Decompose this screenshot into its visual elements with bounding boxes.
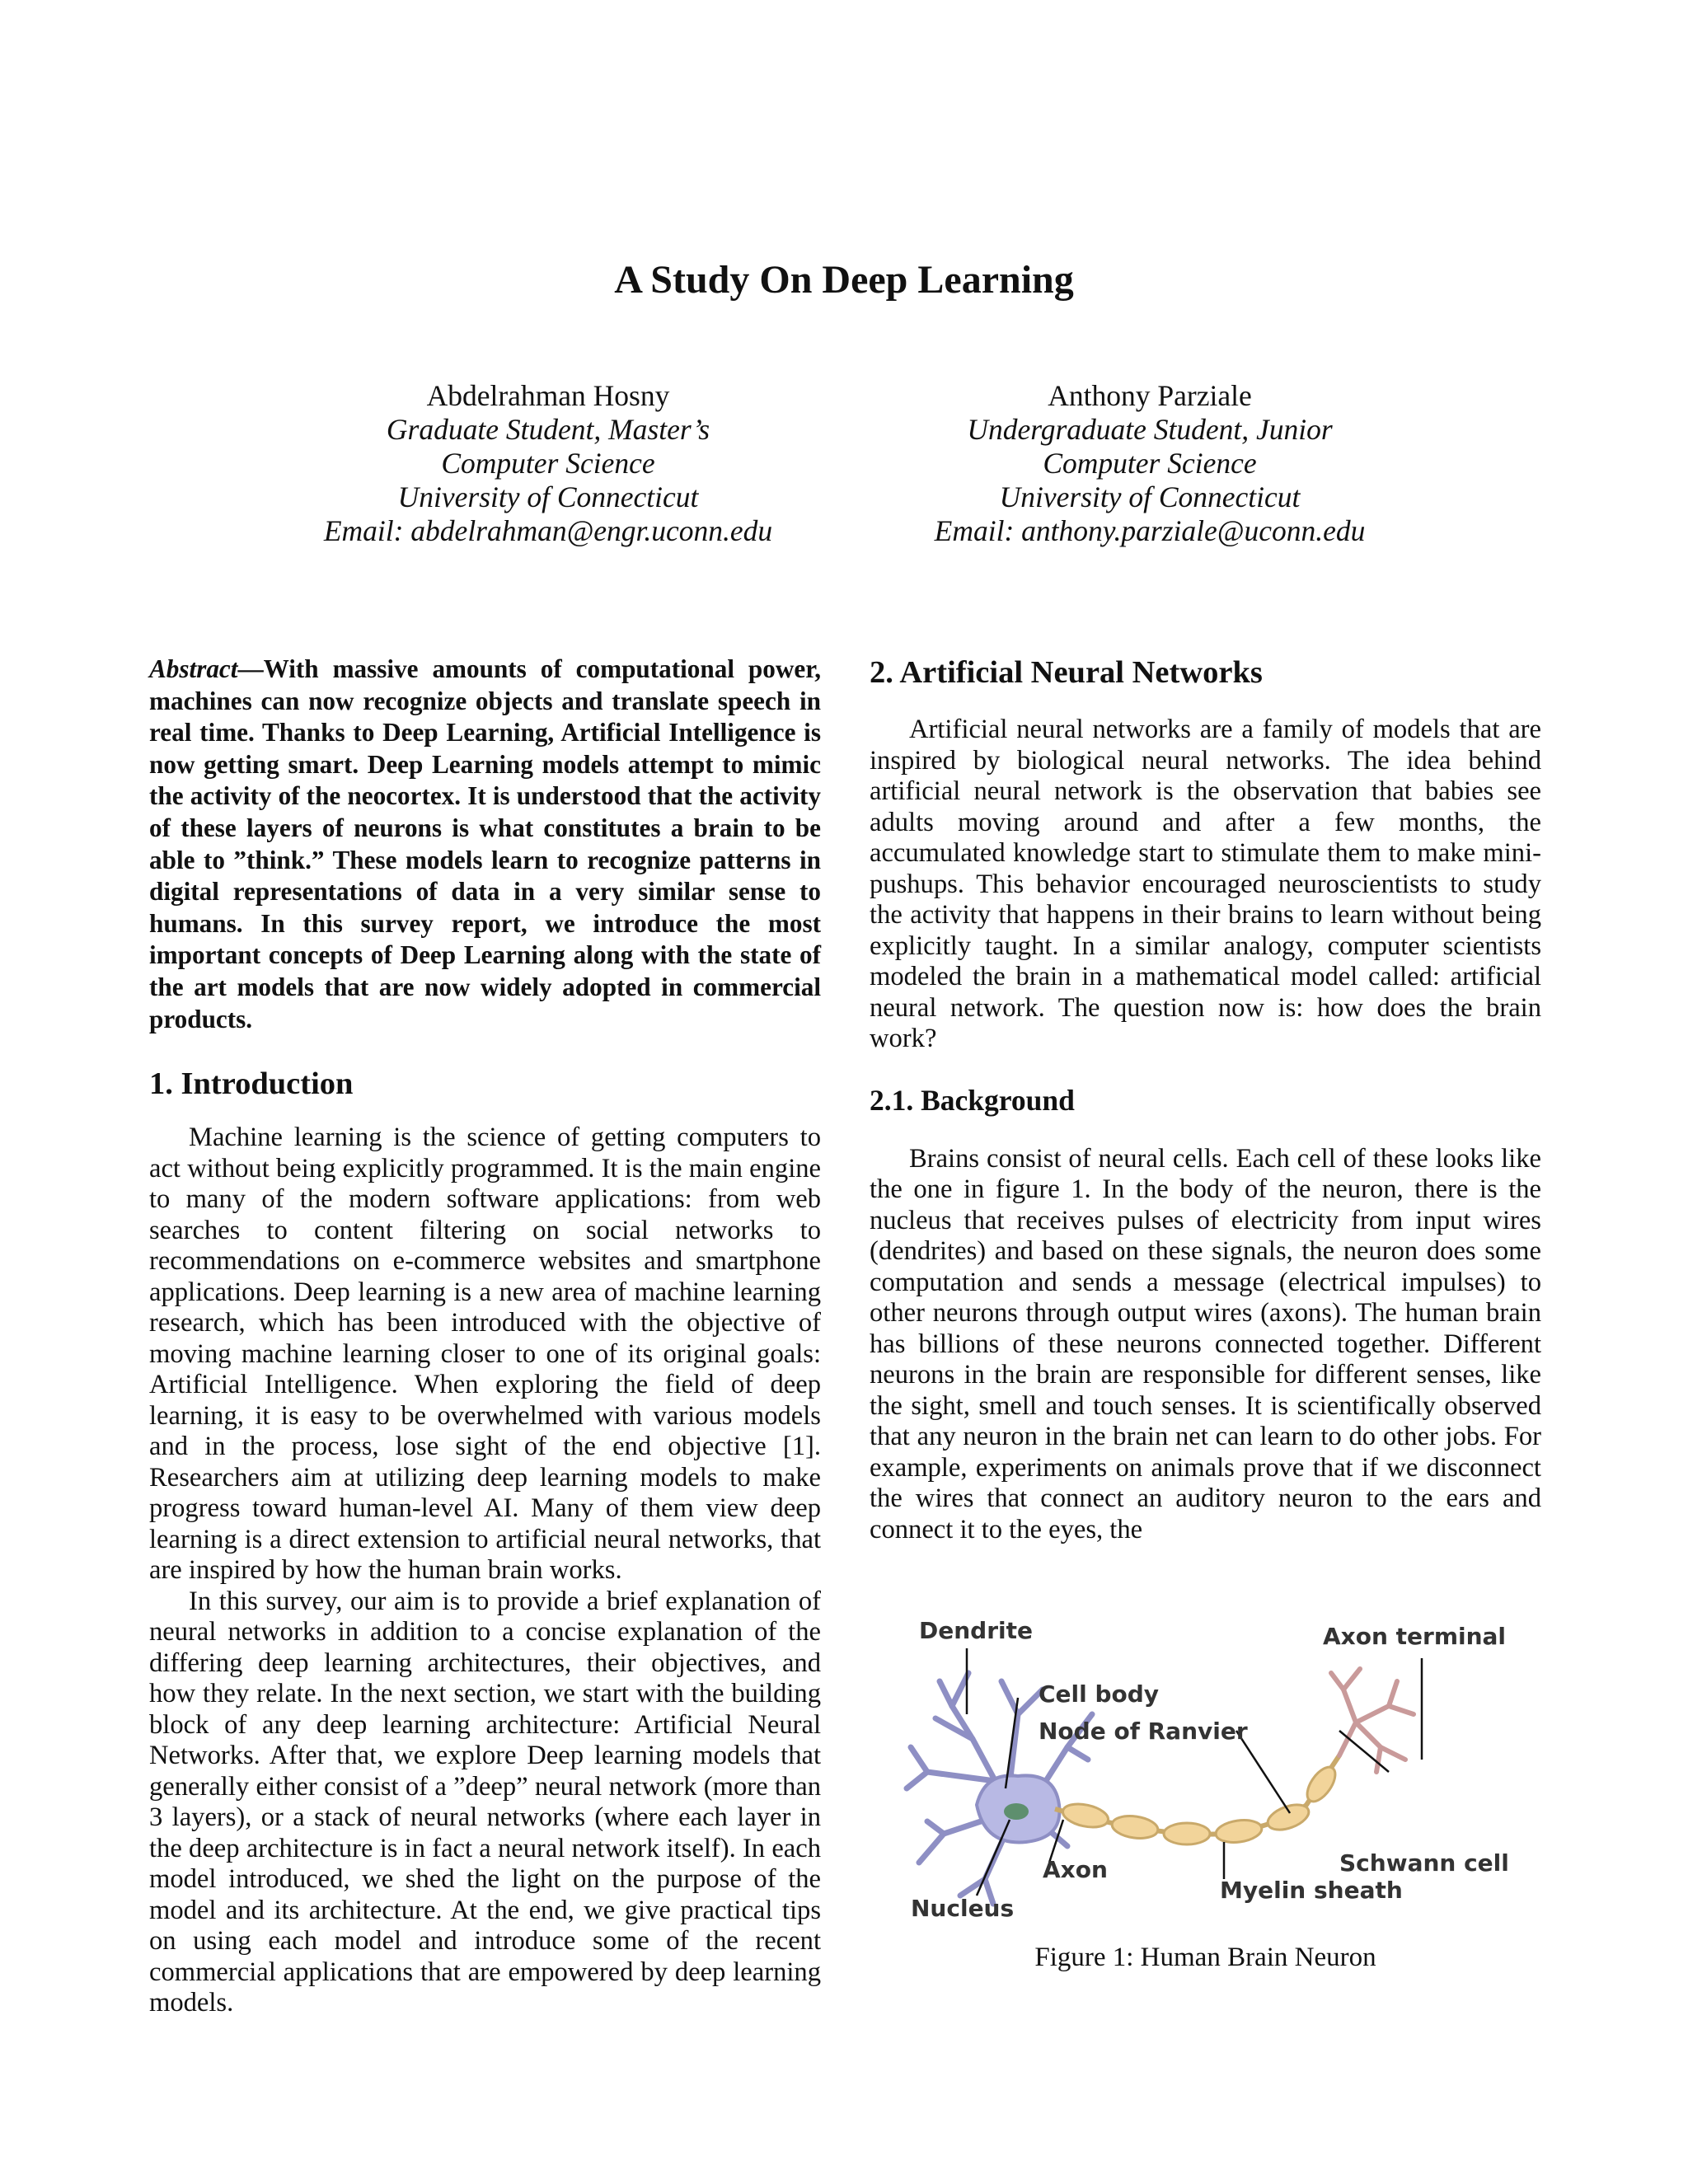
ann-paragraph: Artificial neural networks are a family of models that are inspired by biological neural networks. The idea behind artificial neural network is the observation that babies see adults moving around and after a few months, the accumulated knowledge start to stimulate them to make mini-pushups. This behavior encouraged neuroscientists to study the activity that happens in their brains to learn without being explicitly taught. In a similar analogy, computer scientists modeled the brain in a mathematical model called: artificial neural network. The question now is: how does the brain work?	[870, 715, 1541, 1053]
author-position: Undergraduate Student, Junior	[967, 413, 1333, 446]
nucleus-shape	[1004, 1803, 1029, 1820]
neuron-figure	[894, 1615, 1521, 1929]
label-myelin-sheath: Myelin sheath	[1220, 1877, 1403, 1904]
paper-title: A Study On Deep Learning	[614, 258, 1074, 302]
intro-paragraph-2: In this survey, our aim is to provide a brief explanation of neural networks in addition to a concise explanation of the differing deep learning architectures, their objectives, and how they relate. In the next section, we start with the building block of any deep learning architecture: Artificial Neural Networks. After that, we explore Deep learning models that generally either consist of a ”deep” neural network (more than 3 layers), or a stack of neural networks (where each layer in the deep architecture is in fact a neural network itself). In each model introduced, we shed the light on the purpose of the model and its architecture. At the end, we give practical tips on using each model and introduce some of the recent commercial applications that are empowered by deep learning models.	[149, 1586, 821, 2018]
label-axon: Axon	[1043, 1856, 1108, 1883]
background-paragraph: Brains consist of neural cells. Each cell of these looks like the one in figure 1. In the body of the neuron, there is the nucleus that receives pulses of electricity from input wires (dendrites) and based on these signals, the neuron does some computation and sends a message (electrical impulses) to other neurons through output wires (axons). The human brain has billions of these neurons connected together. Different neurons in the brain are responsible for different senses, like the sight, smell and touch senses. It is scientifically observed that any neuron in the brain net can learn to do other jobs. For example, experiments on animals prove that if we disconnect the wires that connect an auditory neuron to the ears and connect it to the eyes, the	[870, 1143, 1541, 1544]
left-column	[149, 654, 821, 2019]
author-email: Email: anthony.parziale@uconn.edu	[934, 514, 1366, 547]
neuron-diagram	[894, 1615, 1521, 1929]
abstract	[149, 654, 821, 1035]
author-name: Anthony Parziale	[1048, 379, 1252, 412]
section-heading-ann: 2. Artificial Neural Networks	[870, 655, 1263, 690]
author-position: Graduate Student, Master’s	[386, 413, 710, 446]
label-node-of-ranvier: Node of Ranvier	[1039, 1718, 1248, 1745]
author-name: Abdelrahman Hosny	[426, 379, 670, 412]
label-nucleus: Nucleus	[911, 1895, 1015, 1922]
figure-caption: Figure 1: Human Brain Neuron	[1034, 1943, 1376, 1972]
myelin-sheath	[1061, 1762, 1341, 1844]
author-department: Computer Science	[441, 447, 655, 480]
right-column	[870, 654, 1541, 1545]
label-axon-terminal: Axon terminal	[1323, 1623, 1507, 1650]
author-university: University of Connecticut	[999, 480, 1301, 513]
author-block-1	[317, 379, 779, 548]
intro-paragraph-1: Machine learning is the science of getting computers to act without being explicitly programmed. It is the main engine to many of the modern software applications: from web searches to content filtering on social networks to recommendations on e-commerce websites and smartphone applications. Deep learning is a new area of machine learning research, which has been introduced with the objective of moving machine learning closer to one of its original goals: Artificial Intelligence. When exploring the field of deep learning, it is easy to be overwhelmed with various models and in the process, lose sight of the end objective [1]. Researchers aim at utilizing deep learning models to make progress toward human-level AI. Many of them view deep learning is a direct extension to artificial neural networks, that are inspired by how the human brain works.	[149, 1122, 821, 1586]
author-university: University of Connecticut	[397, 480, 699, 513]
label-schwann-cell: Schwann cell	[1339, 1849, 1509, 1877]
abstract-text: —With massive amounts of computational power, machines can now recognize objects and translate speech in real time. Thanks to Deep Learning, Artificial Intelligence is now getting smart. Deep Learning models attempt to mimic the activity of the neocortex. It is understood that the activity of these layers of neurons is what constitutes a brain to be able to ”think.” These models learn to recognize patterns in digital representations of data in a very similar sense to humans. In this survey report, we introduce the most important concepts of Deep Learning along with the state of the art models that are now widely adopted in commercial products.	[149, 654, 821, 1033]
label-dendrite: Dendrite	[919, 1617, 1033, 1644]
label-cell-body: Cell body	[1039, 1680, 1160, 1708]
author-email: Email: abdelrahman@engr.uconn.edu	[323, 514, 773, 547]
abstract-lead: Abstract	[149, 654, 238, 683]
subsection-heading-background: 2.1. Background	[870, 1083, 1075, 1117]
author-block-2	[919, 379, 1381, 548]
axon-terminals	[1331, 1669, 1414, 1772]
section-heading-introduction: 1. Introduction	[149, 1066, 354, 1102]
author-department: Computer Science	[1043, 447, 1257, 480]
